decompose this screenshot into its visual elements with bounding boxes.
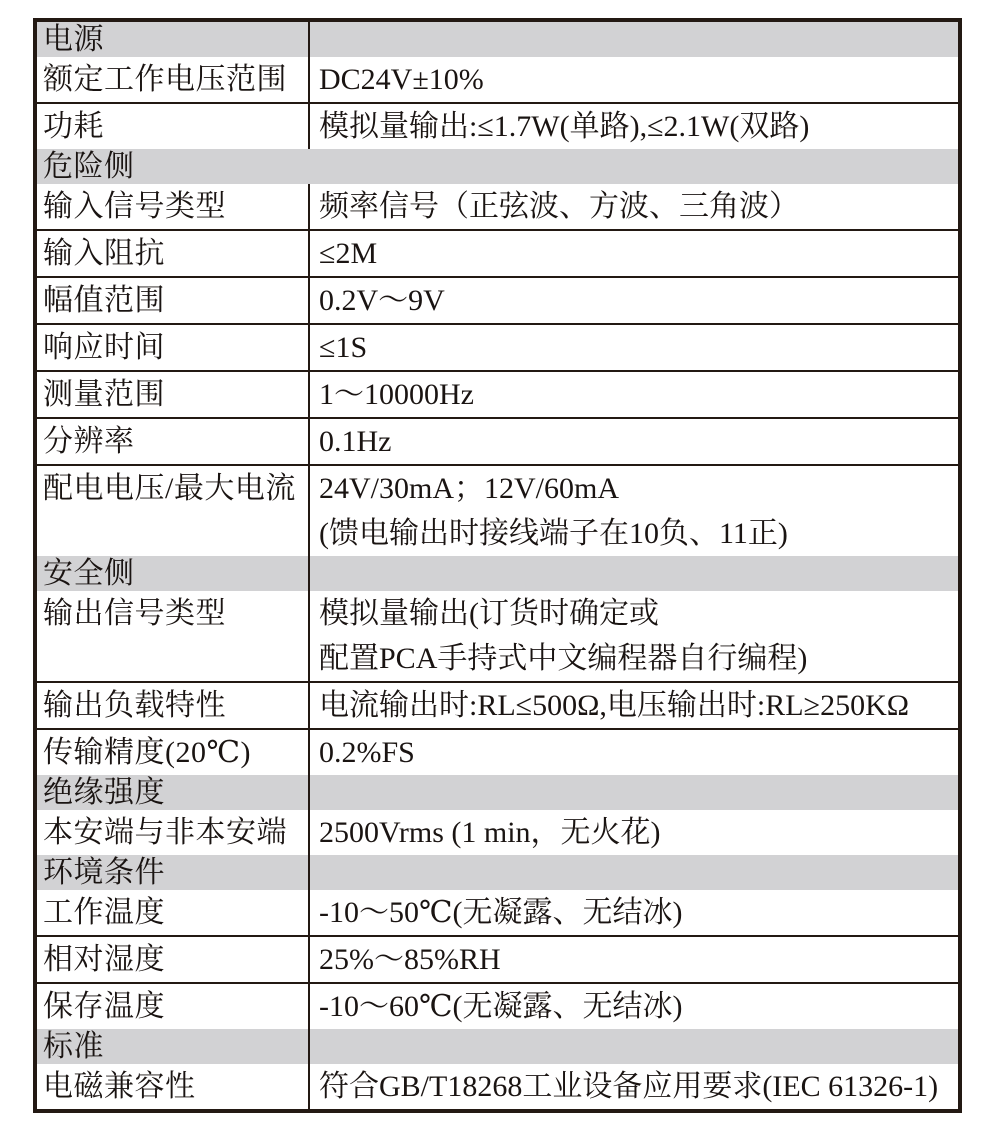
- param-value-line: 0.2%FS: [319, 736, 415, 769]
- param-value: [308, 730, 958, 775]
- param-value-line: 配置PCA手持式中文编程器自行编程): [319, 642, 808, 675]
- section-value-blank: [308, 149, 958, 184]
- table-row: [37, 1064, 958, 1109]
- table-row: [37, 102, 958, 149]
- param-name: 保存温度: [43, 990, 165, 1023]
- param-value-line: 模拟量输出(订货时确定或: [319, 597, 659, 630]
- param-name: 输出信号类型: [43, 597, 226, 630]
- param-name: 相对湿度: [43, 943, 165, 976]
- param-name: 电磁兼容性: [43, 1070, 196, 1103]
- param-name: 测量范围: [43, 378, 165, 411]
- param-name: 幅值范围: [43, 284, 165, 317]
- section-header-row: [37, 556, 958, 591]
- table-row: [37, 935, 958, 982]
- section-title: 危险侧: [43, 150, 135, 183]
- param-name: 工作温度: [43, 896, 165, 929]
- table-row: [37, 57, 958, 102]
- table-row: [37, 681, 958, 728]
- section-title: 绝缘强度: [43, 776, 165, 809]
- param-value: [308, 419, 958, 464]
- param-value-line: 24V/30mA；12V/60mA: [319, 472, 619, 505]
- table-row: [37, 728, 958, 775]
- param-value: [308, 466, 958, 556]
- table-row: [37, 370, 958, 417]
- param-value-line: 模拟量输出:≤1.7W(单路),≤2.1W(双路): [319, 110, 810, 143]
- param-value-line: 1～10000Hz: [319, 378, 474, 411]
- section-title: 环境条件: [43, 856, 165, 889]
- param-value-line: 频率信号（正弦波、方波、三角波）: [319, 190, 799, 223]
- param-name: 分辨率: [43, 425, 135, 458]
- section-value-blank: [308, 1029, 958, 1064]
- param-value-line: ≤2M: [319, 237, 378, 270]
- section-header-row: [37, 149, 958, 184]
- param-value-line: -10～50℃(无凝露、无结冰): [319, 896, 683, 929]
- param-name: 传输精度(20℃): [43, 736, 252, 769]
- section-title: 安全侧: [43, 557, 135, 590]
- table-row: [37, 810, 958, 855]
- section-value-blank: [308, 775, 958, 810]
- section-value-blank: [308, 556, 958, 591]
- param-value-line: 25%～85%RH: [319, 943, 501, 976]
- param-value: [308, 57, 958, 102]
- param-value-line: (馈电输出时接线端子在10负、11正): [319, 517, 788, 550]
- table-row: [37, 323, 958, 370]
- param-value-line: DC24V±10%: [319, 63, 484, 96]
- param-value: [308, 984, 958, 1029]
- param-value-line: ≤1S: [319, 331, 368, 364]
- param-value: [308, 104, 958, 149]
- table-row: [37, 184, 958, 229]
- section-header-row: [37, 855, 958, 890]
- param-name: 响应时间: [43, 331, 165, 364]
- param-value: [308, 937, 958, 982]
- param-value-line: 0.2V～9V: [319, 284, 445, 317]
- param-value: [308, 591, 958, 681]
- section-value-blank: [308, 855, 958, 890]
- section-title: 标准: [43, 1030, 104, 1063]
- param-value: [308, 890, 958, 935]
- param-value-line: 符合GB/T18268工业设备应用要求(IEC 61326-1): [319, 1070, 939, 1103]
- param-value-line: -10～60℃(无凝露、无结冰): [319, 990, 683, 1023]
- param-value-line: 电流输出时:RL≤500Ω,电压输出时:RL≥250KΩ: [319, 689, 910, 722]
- param-value-line: 0.1Hz: [319, 425, 392, 458]
- param-value: [308, 810, 958, 855]
- param-value: [308, 1064, 958, 1109]
- param-value: [308, 372, 958, 417]
- section-header-row: [37, 775, 958, 810]
- table-row: [37, 982, 958, 1029]
- spec-table: [33, 18, 962, 1113]
- param-name: 功耗: [43, 110, 104, 143]
- table-row: [37, 417, 958, 464]
- param-value: [308, 231, 958, 276]
- param-value: [308, 683, 958, 728]
- table-row: [37, 591, 958, 681]
- param-name: 本安端与非本安端: [43, 816, 287, 849]
- param-value-line: 2500Vrms (1 min，无火花): [319, 816, 661, 849]
- table-row: [37, 464, 958, 556]
- table-row: [37, 229, 958, 276]
- param-name: 额定工作电压范围: [43, 63, 287, 96]
- param-name: 输入阻抗: [43, 237, 165, 270]
- param-value: [308, 325, 958, 370]
- param-name: 输出负载特性: [43, 689, 226, 722]
- section-value-blank: [308, 22, 958, 57]
- section-header-row: [37, 1029, 958, 1064]
- table-row: [37, 890, 958, 935]
- param-name: 配电电压/最大电流: [43, 472, 296, 505]
- section-title: 电源: [43, 23, 104, 56]
- param-value: [308, 184, 958, 229]
- section-header-row: [37, 22, 958, 57]
- table-row: [37, 276, 958, 323]
- param-name: 输入信号类型: [43, 190, 226, 223]
- param-value: [308, 278, 958, 323]
